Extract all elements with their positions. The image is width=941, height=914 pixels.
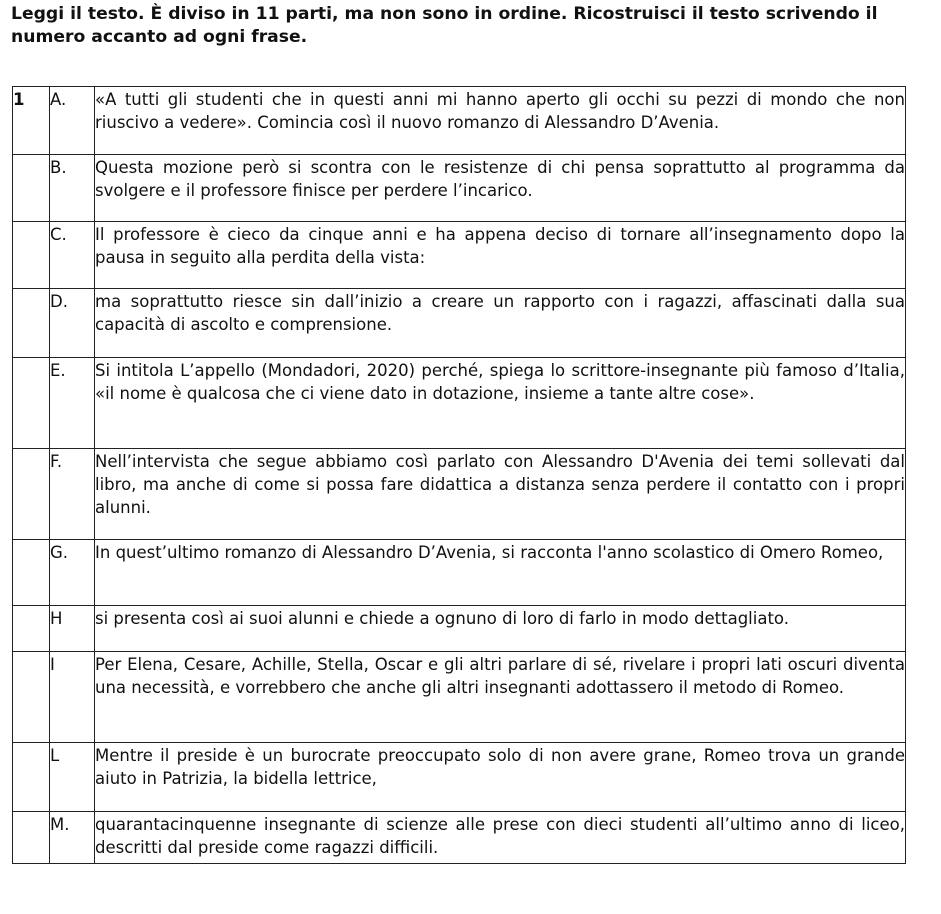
sentence-text: Questa mozione però si scontra con le resistenze di chi pensa soprattutto al programma da svolgere e il professore finisce per perdere l’incarico. — [95, 155, 906, 222]
sentence-order-table — [12, 86, 906, 864]
number-cell[interactable]: 1 — [13, 87, 50, 155]
letter-label: L — [50, 743, 95, 812]
table-row — [13, 449, 906, 540]
number-cell[interactable] — [13, 606, 50, 652]
sentence-text: Si intitola L’appello (Mondadori, 2020) perché, spiega lo scrittore-insegnante più famoso d’Italia, «il nome è qualcosa che ci viene dato in dotazione, insieme a tante altre cose». — [95, 358, 906, 449]
table-row — [13, 540, 906, 606]
table-row — [13, 606, 906, 652]
sentence-text: si presenta così ai suoi alunni e chiede a ognuno di loro di farlo in modo dettagliato. — [95, 606, 906, 652]
sentence-text: Per Elena, Cesare, Achille, Stella, Oscar e gli altri parlare di sé, rivelare i propri lati oscuri diventa una necessità, e vorrebbero che anche gli altri insegnanti adottassero il metodo di Romeo. — [95, 652, 906, 743]
table-row — [13, 222, 906, 289]
table-row — [13, 155, 906, 222]
number-cell[interactable] — [13, 540, 50, 606]
letter-label: F. — [50, 449, 95, 540]
letter-label: E. — [50, 358, 95, 449]
number-cell[interactable] — [13, 289, 50, 358]
number-cell[interactable] — [13, 652, 50, 743]
letter-label: M. — [50, 812, 95, 864]
table-row — [13, 743, 906, 812]
table-row — [13, 87, 906, 155]
table-row — [13, 652, 906, 743]
sentence-text: quarantacinquenne insegnante di scienze alle prese con dieci studenti all’ultimo anno di liceo, descritti dal preside come ragazzi difficili. — [95, 812, 906, 864]
exercise-instructions: Leggi il testo. È diviso in 11 parti, ma non sono in ordine. Ricostruisci il testo scrivendo il numero accanto ad ogni frase. — [11, 4, 878, 47]
letter-label: A. — [50, 87, 95, 155]
letter-label: C. — [50, 222, 95, 289]
sentence-text: In quest’ultimo romanzo di Alessandro D’Avenia, si racconta l'anno scolastico di Omero Romeo, — [95, 540, 906, 606]
number-cell[interactable] — [13, 155, 50, 222]
table-row — [13, 358, 906, 449]
letter-label: D. — [50, 289, 95, 358]
letter-label: G. — [50, 540, 95, 606]
number-cell[interactable] — [13, 743, 50, 812]
sentence-text: ma soprattutto riesce sin dall’inizio a creare un rapporto con i ragazzi, affascinati dalla sua capacità di ascolto e comprensione. — [95, 289, 906, 358]
letter-label: H — [50, 606, 95, 652]
number-cell[interactable] — [13, 222, 50, 289]
sentence-text: Mentre il preside è un burocrate preoccupato solo di non avere grane, Romeo trova un grande aiuto in Patrizia, la bidella lettrice, — [95, 743, 906, 812]
number-cell[interactable] — [13, 449, 50, 540]
number-cell[interactable] — [13, 358, 50, 449]
sentence-text: Nell’intervista che segue abbiamo così parlato con Alessandro D'Avenia dei temi sollevati dal libro, ma anche di come si possa fare didattica a distanza senza perdere il contatto con i propri alunni. — [95, 449, 906, 540]
sentence-text: Il professore è cieco da cinque anni e ha appena deciso di tornare all’insegnamento dopo la pausa in seguito alla perdita della vista: — [95, 222, 906, 289]
letter-label: I — [50, 652, 95, 743]
letter-label: B. — [50, 155, 95, 222]
table-row — [13, 812, 906, 864]
sentence-text: «A tutti gli studenti che in questi anni mi hanno aperto gli occhi su pezzi di mondo che non riuscivo a vedere». Comincia così il nuovo romanzo di Alessandro D’Avenia. — [95, 87, 906, 155]
number-cell[interactable] — [13, 812, 50, 864]
table-row — [13, 289, 906, 358]
